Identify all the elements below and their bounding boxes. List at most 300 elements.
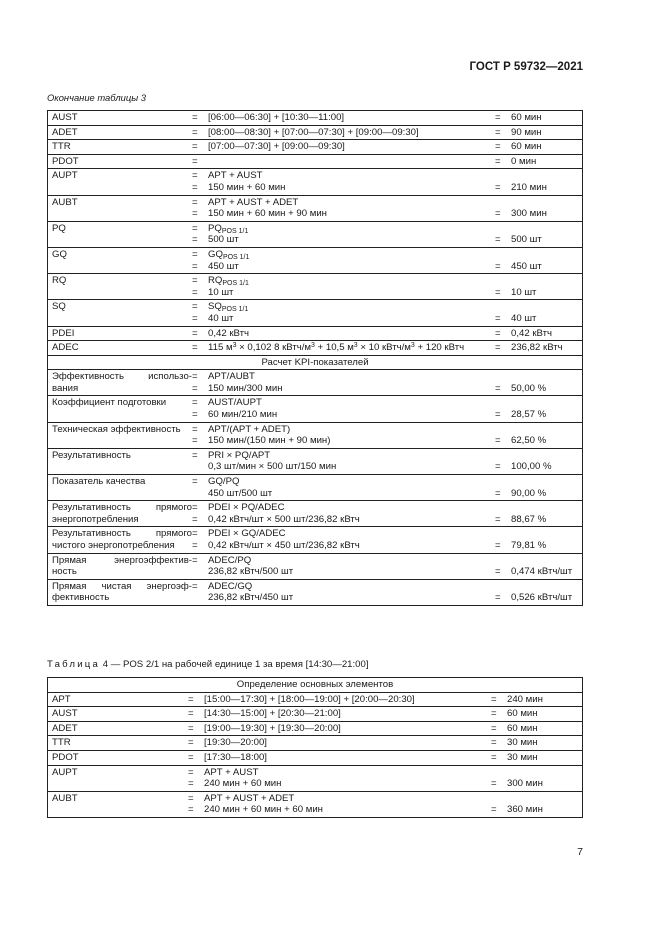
table-row bbox=[48, 692, 583, 707]
eq-sign: = bbox=[491, 708, 497, 720]
eq-col-1: = = bbox=[192, 275, 198, 298]
result-value: 60 мин bbox=[511, 112, 542, 123]
row-label bbox=[52, 708, 188, 720]
expression: 450 шт/500 шт bbox=[208, 487, 273, 499]
table-row bbox=[48, 396, 583, 422]
superscript: 3 bbox=[353, 342, 358, 350]
expression: 0,42 кВтч bbox=[208, 327, 250, 339]
table-4 bbox=[47, 677, 583, 818]
eq-sign: = bbox=[192, 208, 198, 220]
result-col bbox=[511, 371, 578, 394]
expr-col bbox=[204, 708, 491, 720]
eq-col-2 bbox=[495, 275, 511, 298]
expression: 450 шт bbox=[208, 260, 239, 272]
table-cell bbox=[48, 448, 583, 474]
row-label bbox=[52, 397, 192, 420]
row-grid bbox=[52, 112, 578, 124]
result-col bbox=[511, 223, 578, 246]
row-grid bbox=[52, 397, 578, 420]
table-4-caption bbox=[47, 659, 369, 670]
row-label bbox=[52, 723, 188, 735]
eq-col-1 bbox=[188, 793, 204, 816]
eq-sign: = bbox=[192, 409, 198, 421]
eq-sign: = bbox=[495, 260, 501, 272]
result-col bbox=[511, 301, 578, 324]
result-col bbox=[511, 476, 578, 499]
result-col bbox=[507, 752, 578, 764]
eq-sign: = bbox=[495, 286, 501, 298]
row-label-text: RQ bbox=[52, 275, 67, 287]
result-col bbox=[511, 502, 578, 525]
expression: [19:00—19:30] + [19:30—20:00] bbox=[204, 722, 341, 734]
table-row bbox=[48, 169, 583, 195]
row-grid bbox=[52, 737, 578, 749]
result-value: 236,82 кВтч bbox=[511, 342, 563, 354]
table-cell bbox=[48, 154, 583, 169]
row-label bbox=[52, 156, 192, 168]
eq-sign: = bbox=[192, 286, 198, 298]
formula-symbol: PQ bbox=[208, 222, 222, 234]
eq-sign: = bbox=[192, 513, 198, 525]
eq-sign: = bbox=[192, 126, 198, 138]
row-label bbox=[52, 424, 192, 447]
row-label-line: чистого энергопотребления bbox=[52, 540, 175, 551]
eq-sign: = bbox=[192, 196, 198, 208]
expression: APT + AUST bbox=[208, 170, 263, 182]
eq-col-2 bbox=[495, 502, 511, 525]
row-label bbox=[52, 127, 192, 139]
expr-col bbox=[208, 581, 495, 604]
eq-col-1 bbox=[192, 197, 208, 220]
eq-sign: = bbox=[192, 540, 198, 551]
eq-sign: = bbox=[491, 804, 497, 816]
result-col bbox=[507, 767, 578, 790]
result-value: 60 мин bbox=[511, 141, 542, 153]
expression: GQ/PQ bbox=[208, 476, 240, 488]
formula-symbol: GQ bbox=[208, 248, 223, 260]
table-continuation-note: Окончание таблицы 3 bbox=[47, 92, 146, 103]
eq-sign: = bbox=[192, 312, 198, 324]
section-header-row bbox=[48, 678, 583, 693]
table-cell bbox=[48, 370, 583, 396]
table-row bbox=[48, 195, 583, 221]
table-row bbox=[48, 721, 583, 736]
expr-col bbox=[208, 127, 495, 139]
result-col bbox=[511, 450, 578, 473]
row-grid bbox=[52, 476, 578, 499]
table-cell bbox=[48, 527, 583, 553]
row-grid bbox=[52, 170, 578, 193]
result-col bbox=[511, 581, 578, 604]
expression: [19:30—20:00] bbox=[204, 737, 267, 749]
expression: 240 мин + 60 мин bbox=[204, 778, 282, 790]
section-header-row bbox=[48, 355, 583, 370]
eq-sign: = bbox=[188, 751, 194, 763]
row-label-line: Показатель качества bbox=[52, 476, 146, 488]
expression: ADEC/PQ bbox=[208, 554, 252, 566]
row-grid bbox=[52, 127, 578, 139]
eq-col-1 bbox=[188, 737, 204, 749]
expr-col bbox=[208, 371, 495, 394]
expr-col bbox=[208, 328, 495, 340]
result-value: 90 мин bbox=[511, 126, 542, 138]
expression: 236,82 кВтч/450 шт bbox=[208, 592, 294, 604]
expression: 240 мин + 60 мин + 60 мин bbox=[204, 804, 323, 816]
table-cell bbox=[48, 579, 583, 605]
result-col bbox=[511, 528, 578, 551]
table-row bbox=[48, 326, 583, 341]
expression: APT + AUST + ADET bbox=[204, 792, 295, 804]
expression-part: × 10 кВтч/м bbox=[357, 342, 411, 354]
expression: ADEC/GQ bbox=[208, 580, 253, 592]
row-label bbox=[52, 450, 192, 473]
expression: [15:00—17:30] + [18:00—19:00] + [20:00—20:30] bbox=[204, 693, 415, 705]
result-value: 28,57 % bbox=[511, 409, 547, 421]
expression: 236,82 кВтч/500 шт bbox=[208, 566, 294, 578]
row-grid bbox=[52, 694, 578, 706]
row-grid bbox=[52, 450, 578, 473]
eq-sign: = bbox=[192, 423, 198, 435]
result-col bbox=[511, 275, 578, 298]
row-label-text: PQ bbox=[52, 222, 66, 234]
result-col bbox=[511, 170, 578, 193]
row-label-line: энергопотребления bbox=[52, 513, 139, 525]
eq-col-2 bbox=[491, 737, 507, 749]
eq-col-1 bbox=[188, 708, 204, 720]
row-label bbox=[52, 112, 192, 124]
expr-col bbox=[204, 767, 491, 790]
expression: APT + AUST + ADET bbox=[208, 196, 299, 208]
result-value: 0,42 кВтч bbox=[511, 327, 553, 339]
table-row bbox=[48, 247, 583, 273]
result-col bbox=[511, 249, 578, 272]
eq-sign: = bbox=[192, 181, 198, 193]
eq-col-2 bbox=[491, 767, 507, 790]
eq-col-2 bbox=[495, 328, 511, 340]
expression: 150 мин/300 мин bbox=[208, 382, 283, 394]
result-col bbox=[511, 141, 578, 153]
superscript: 3 bbox=[311, 342, 315, 350]
table-cell bbox=[48, 221, 583, 247]
formula-subscript: POS 1/1 bbox=[222, 253, 250, 261]
table-cell bbox=[48, 475, 583, 501]
result-value: 79,81 % bbox=[511, 540, 547, 551]
eq-sign: = bbox=[192, 112, 198, 123]
expression-part: × 0,102 8 кВтч/м bbox=[236, 342, 312, 354]
row-label bbox=[52, 371, 192, 394]
eq-col-1 bbox=[192, 371, 208, 394]
eq-col-1 bbox=[188, 767, 204, 790]
expr-col bbox=[208, 197, 495, 220]
eq-sign: = bbox=[491, 693, 497, 705]
eq-col-1: = = bbox=[192, 248, 198, 272]
row-label bbox=[52, 197, 192, 220]
table-row bbox=[48, 422, 583, 448]
table-cell bbox=[48, 169, 583, 195]
result-col bbox=[511, 328, 578, 340]
table-cell bbox=[48, 326, 583, 341]
eq-col-2 bbox=[495, 397, 511, 420]
expr-col bbox=[208, 424, 495, 447]
row-grid bbox=[52, 708, 578, 720]
page-number: 7 bbox=[577, 846, 583, 858]
expression: [08:00—08:30] + [07:00—07:30] + [09:00—09:30] bbox=[208, 126, 419, 138]
eq-sign: = bbox=[495, 382, 501, 394]
result-col bbox=[511, 424, 578, 447]
superscript: 3 bbox=[410, 342, 415, 350]
row-label-text: AUST bbox=[52, 708, 78, 720]
eq-col-1: = = bbox=[192, 301, 198, 324]
row-label-text: AUST bbox=[52, 112, 78, 123]
eq-sign: = bbox=[192, 234, 198, 246]
eq-sign: = bbox=[192, 435, 198, 447]
eq-sign: = bbox=[495, 566, 501, 578]
expression: [06:00—06:30] + [10:30—11:00] bbox=[208, 112, 345, 123]
result-value: 300 мин bbox=[507, 778, 543, 790]
row-grid bbox=[52, 156, 578, 168]
result-col bbox=[511, 156, 578, 168]
eq-sign: = bbox=[192, 476, 198, 488]
eq-col-1 bbox=[192, 555, 208, 578]
eq-sign: = bbox=[495, 155, 501, 167]
table-cell bbox=[48, 501, 583, 527]
result-col bbox=[511, 112, 578, 124]
row-label-line: ность bbox=[52, 566, 77, 578]
result-col bbox=[507, 694, 578, 706]
table-3 bbox=[47, 110, 583, 606]
eq-col-1 bbox=[192, 581, 208, 604]
eq-sign: = bbox=[192, 554, 198, 566]
result-value: 90,00 % bbox=[511, 487, 547, 499]
expr-col bbox=[208, 223, 495, 246]
eq-sign: = bbox=[192, 170, 198, 182]
row-label-line: фективность bbox=[52, 592, 110, 604]
formula-subscript: POS 1/1 bbox=[221, 306, 249, 314]
result-col bbox=[511, 555, 578, 578]
eq-col-2 bbox=[495, 424, 511, 447]
expr-col bbox=[208, 476, 495, 499]
expression: APT + AUST bbox=[204, 766, 259, 778]
row-grid bbox=[52, 371, 578, 394]
eq-col-1 bbox=[192, 127, 208, 139]
eq-sign: = bbox=[495, 208, 501, 220]
expr-col bbox=[204, 723, 491, 735]
row-label bbox=[52, 528, 192, 551]
expression-part: 115 м bbox=[208, 342, 233, 354]
row-label-text: ADET bbox=[52, 126, 78, 138]
eq-sign: = bbox=[495, 409, 501, 421]
table-4-caption-text: 4 — POS 2/1 на рабочей единице 1 за время [14:30—21:00] bbox=[102, 659, 369, 670]
row-label-text: PDOT bbox=[52, 155, 79, 167]
row-label-line: Результативность прямого bbox=[52, 502, 192, 514]
eq-col-1 bbox=[192, 397, 208, 420]
row-label-text: AUPT bbox=[52, 170, 78, 182]
expression: 60 мин/210 мин bbox=[208, 409, 278, 421]
expr-col bbox=[208, 112, 495, 124]
eq-sign: = bbox=[192, 260, 198, 272]
row-label-line: Прямая энергоэффектив- bbox=[52, 554, 192, 566]
table-cell bbox=[48, 140, 583, 155]
eq-sign: = bbox=[491, 722, 497, 734]
eq-col-2 bbox=[491, 708, 507, 720]
eq-col-2: = bbox=[495, 342, 501, 354]
table-cell bbox=[48, 750, 583, 765]
row-label-text: AUBT bbox=[52, 196, 78, 208]
row-grid bbox=[52, 249, 578, 272]
formula-subscript: POS 1/1 bbox=[221, 227, 249, 235]
expression: 10 шт bbox=[208, 286, 234, 298]
eq-sign: = bbox=[192, 397, 198, 409]
eq-sign: = bbox=[495, 141, 501, 153]
eq-sign: = bbox=[188, 766, 194, 778]
eq-sign: = bbox=[188, 792, 194, 804]
eq-col-2 bbox=[495, 127, 511, 139]
eq-col-2 bbox=[495, 555, 511, 578]
eq-col-2 bbox=[495, 371, 511, 394]
table-row bbox=[48, 765, 583, 791]
eq-col-1 bbox=[192, 476, 208, 499]
eq-sign: = bbox=[495, 181, 501, 193]
eq-col-2 bbox=[495, 156, 511, 168]
expression: PRI × PQ/APT bbox=[208, 449, 271, 461]
row-label bbox=[52, 694, 188, 706]
eq-col-2 bbox=[495, 112, 511, 124]
table-cell bbox=[48, 736, 583, 751]
row-label bbox=[52, 737, 188, 749]
row-label bbox=[52, 767, 188, 790]
eq-col-1 bbox=[192, 502, 208, 525]
eq-col-1 bbox=[192, 528, 208, 551]
section-header: Определение основных элементов bbox=[48, 678, 583, 693]
table-row bbox=[48, 553, 583, 579]
row-label-text: SQ bbox=[52, 301, 66, 313]
table-4-caption-prefix: Таблица bbox=[47, 659, 101, 670]
result-value: 0 мин bbox=[511, 155, 537, 167]
eq-sign: = bbox=[188, 722, 194, 734]
result-value: 10 шт bbox=[511, 286, 537, 298]
eq-col-1 bbox=[192, 450, 208, 473]
result-col bbox=[511, 342, 578, 354]
eq-sign: = bbox=[491, 778, 497, 790]
row-grid bbox=[52, 502, 578, 525]
table-row bbox=[48, 527, 583, 553]
result-value: 50,00 % bbox=[511, 382, 547, 394]
eq-sign: = bbox=[188, 778, 194, 790]
formula-symbol: SQ bbox=[208, 301, 222, 313]
expression: [17:30—18:00] bbox=[204, 751, 267, 763]
expression: 0,3 шт/мин × 500 шт/150 мин bbox=[208, 461, 337, 473]
expr-col bbox=[208, 141, 495, 153]
row-label-line: вания bbox=[52, 382, 79, 394]
result-col bbox=[507, 793, 578, 816]
result-col bbox=[507, 708, 578, 720]
row-grid bbox=[52, 555, 578, 578]
table-row bbox=[48, 501, 583, 527]
table-cell bbox=[48, 111, 583, 126]
result-value: 62,50 % bbox=[511, 435, 547, 447]
table-cell bbox=[48, 247, 583, 273]
eq-col-2 bbox=[491, 723, 507, 735]
row-label bbox=[52, 476, 192, 499]
table-cell bbox=[48, 422, 583, 448]
result-col bbox=[511, 197, 578, 220]
eq-sign: = bbox=[491, 751, 497, 763]
eq-col-1 bbox=[192, 141, 208, 153]
expression: PDEI × PQ/ADEC bbox=[208, 502, 285, 514]
eq-col-1: = bbox=[192, 342, 198, 354]
eq-sign: = bbox=[495, 592, 501, 604]
eq-sign: = bbox=[188, 804, 194, 816]
table-row bbox=[48, 221, 583, 247]
row-grid bbox=[52, 752, 578, 764]
eq-col-2 bbox=[495, 223, 511, 246]
eq-col-1 bbox=[192, 170, 208, 193]
expr-col bbox=[208, 342, 495, 354]
expr-col bbox=[208, 555, 495, 578]
row-grid bbox=[52, 767, 578, 790]
result-value: 500 шт bbox=[511, 234, 542, 246]
table-cell bbox=[48, 791, 583, 817]
eq-col-2 bbox=[495, 476, 511, 499]
row-label-text: ADEC bbox=[52, 342, 79, 354]
row-grid bbox=[52, 581, 578, 604]
expr-col bbox=[208, 301, 495, 324]
row-label bbox=[52, 581, 192, 604]
table-row bbox=[48, 111, 583, 126]
eq-col-2 bbox=[495, 450, 511, 473]
eq-sign: = bbox=[495, 461, 501, 473]
row-label-text: APT bbox=[52, 693, 71, 705]
row-label bbox=[52, 752, 188, 764]
eq-col-2 bbox=[495, 197, 511, 220]
eq-col-1 bbox=[188, 752, 204, 764]
row-label-text: AUBT bbox=[52, 792, 78, 804]
result-value: 60 мин bbox=[507, 708, 538, 720]
expression: 500 шт bbox=[208, 234, 239, 246]
row-label bbox=[52, 502, 192, 525]
eq-col-1 bbox=[192, 112, 208, 124]
row-grid bbox=[52, 275, 578, 298]
eq-col-1 bbox=[188, 694, 204, 706]
eq-sign: = bbox=[192, 528, 198, 540]
eq-sign: = bbox=[495, 435, 501, 447]
result-col bbox=[511, 397, 578, 420]
row-label-line: Эффективность использо- bbox=[52, 371, 192, 383]
table-cell bbox=[48, 721, 583, 736]
row-grid bbox=[52, 723, 578, 735]
row-label bbox=[52, 342, 192, 354]
eq-col-2 bbox=[491, 694, 507, 706]
row-label-line: Коэффициент подготовки bbox=[52, 397, 167, 409]
section-header: Расчет KPI-показателей bbox=[48, 355, 583, 370]
row-label bbox=[52, 275, 192, 298]
eq-sign: = bbox=[192, 449, 198, 461]
row-grid bbox=[52, 197, 578, 220]
result-value: 100,00 % bbox=[511, 461, 552, 473]
result-value: 210 мин bbox=[511, 181, 547, 193]
table-row bbox=[48, 579, 583, 605]
table-row bbox=[48, 791, 583, 817]
table-row bbox=[48, 125, 583, 140]
row-label-line: Результативность прямого bbox=[52, 528, 192, 540]
table-cell bbox=[48, 707, 583, 722]
row-label bbox=[52, 555, 192, 578]
row-label-text: AUPT bbox=[52, 766, 78, 778]
row-label bbox=[52, 793, 188, 816]
table-row bbox=[48, 707, 583, 722]
table-cell bbox=[48, 765, 583, 791]
row-label-text: TTR bbox=[52, 141, 71, 153]
